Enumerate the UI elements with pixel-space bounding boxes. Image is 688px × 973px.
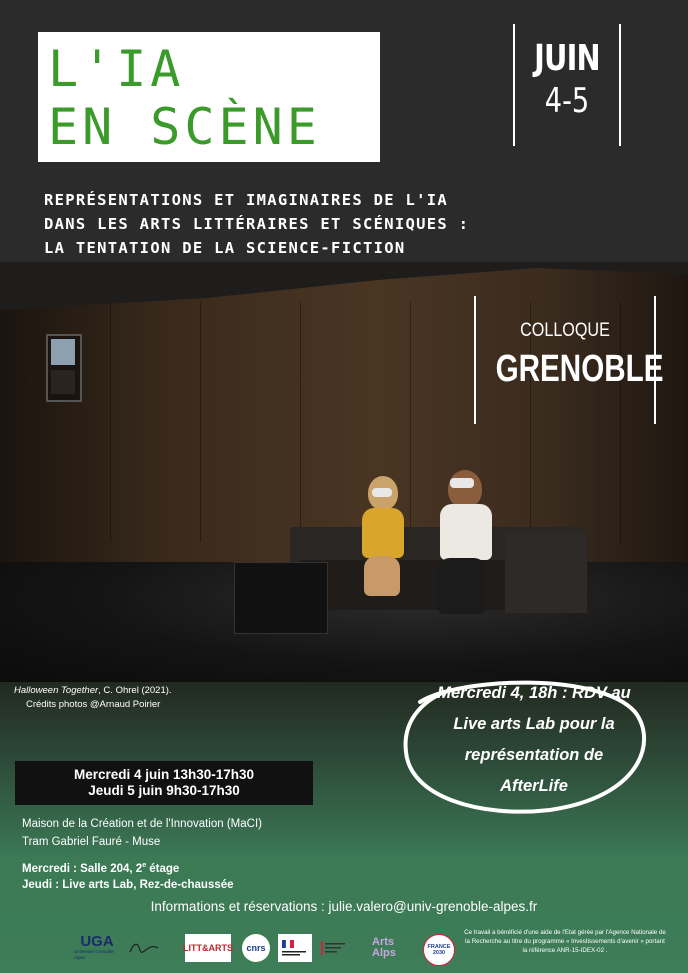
title-line-2: EN SCÈNE [48,98,321,156]
subtitle-line-3: LA TENTATION DE LA SCIENCE-FICTION [44,239,406,257]
sofa-arm [505,533,587,613]
wall-panel [110,302,111,542]
room-thursday: Jeudi : Live arts Lab, Rez-de-chaussée [22,878,234,891]
venue-name: Maison de la Création et de l'Innovation (MaCI) [22,818,262,830]
performer-left [356,476,408,606]
wall-panel [200,302,201,542]
credit-work: Halloween Together [14,685,99,696]
schedule-box [15,761,313,805]
partner-logo [124,934,164,962]
rdv-line-3: représentation de [464,746,604,764]
ministere-culture-logo [278,934,312,962]
title-line-1: L'IA [48,40,185,98]
rdv-line-1: Mercredi 4, 18h : RDV au [437,684,631,702]
colloque-block [474,296,664,424]
schedule-day-2: Jeudi 5 juin 9h30-17h30 [88,783,240,798]
venue [22,815,262,851]
rdv-callout [418,678,650,802]
credit-author: , C. Ohrel (2021). [98,685,172,696]
arts-alps-logo: Arts Alps [372,936,396,959]
photo-credit [14,684,172,712]
subtitle-line-2: DANS LES ARTS LITTÉRAIRES ET SCÉNIQUES : [44,215,470,233]
date-block [513,24,621,146]
room-wednesday: Mercredi : Salle 204, 2e étage [22,862,180,875]
subtitle [44,188,604,260]
subtitle-line-1: REPRÉSENTATIONS ET IMAGINAIRES DE L'IA [44,191,449,209]
wall-panel [410,302,411,542]
ministere-logo [318,934,366,962]
event-city: GRENOBLE [495,348,664,390]
venue-tram: Tram Gabriel Fauré - Muse [22,836,161,848]
title-box [38,32,380,162]
credit-photos: Crédits photos @Arnaud Poirier [26,699,161,710]
date-month: JUIN [534,38,600,79]
litt-arts-logo: LITT&ARTS [185,934,231,962]
contact-info[interactable]: Informations et réservations : julie.valero@univ-grenoble-alpes.fr [150,899,538,914]
funding-notice: Ce travail a bénéficié d'une aide de l'Etat gérée par l'Agence Nationale de la Recherche au titre du programme « Investissements d'avenir » portant la référence ANR-15-IDEX-02 . [464,929,666,954]
rdv-line-4: AfterLife [500,777,568,795]
date-days: 4-5 [544,81,590,121]
schedule-day-1: Mercredi 4 juin 13h30-17h30 [73,767,255,782]
event-type: COLLOQUE [520,320,610,341]
tv-screen [234,562,328,634]
rdv-line-2: Live arts Lab pour la [453,715,615,733]
cnrs-logo: cnrs [242,934,270,962]
uga-logo: UGA Université Grenoble Alpes [74,933,114,960]
stage-window [46,334,82,402]
rooms [22,858,234,893]
france-2030-logo: FRANCE 2030 [423,934,455,966]
performer-right [432,470,496,618]
wall-panel [300,302,301,542]
